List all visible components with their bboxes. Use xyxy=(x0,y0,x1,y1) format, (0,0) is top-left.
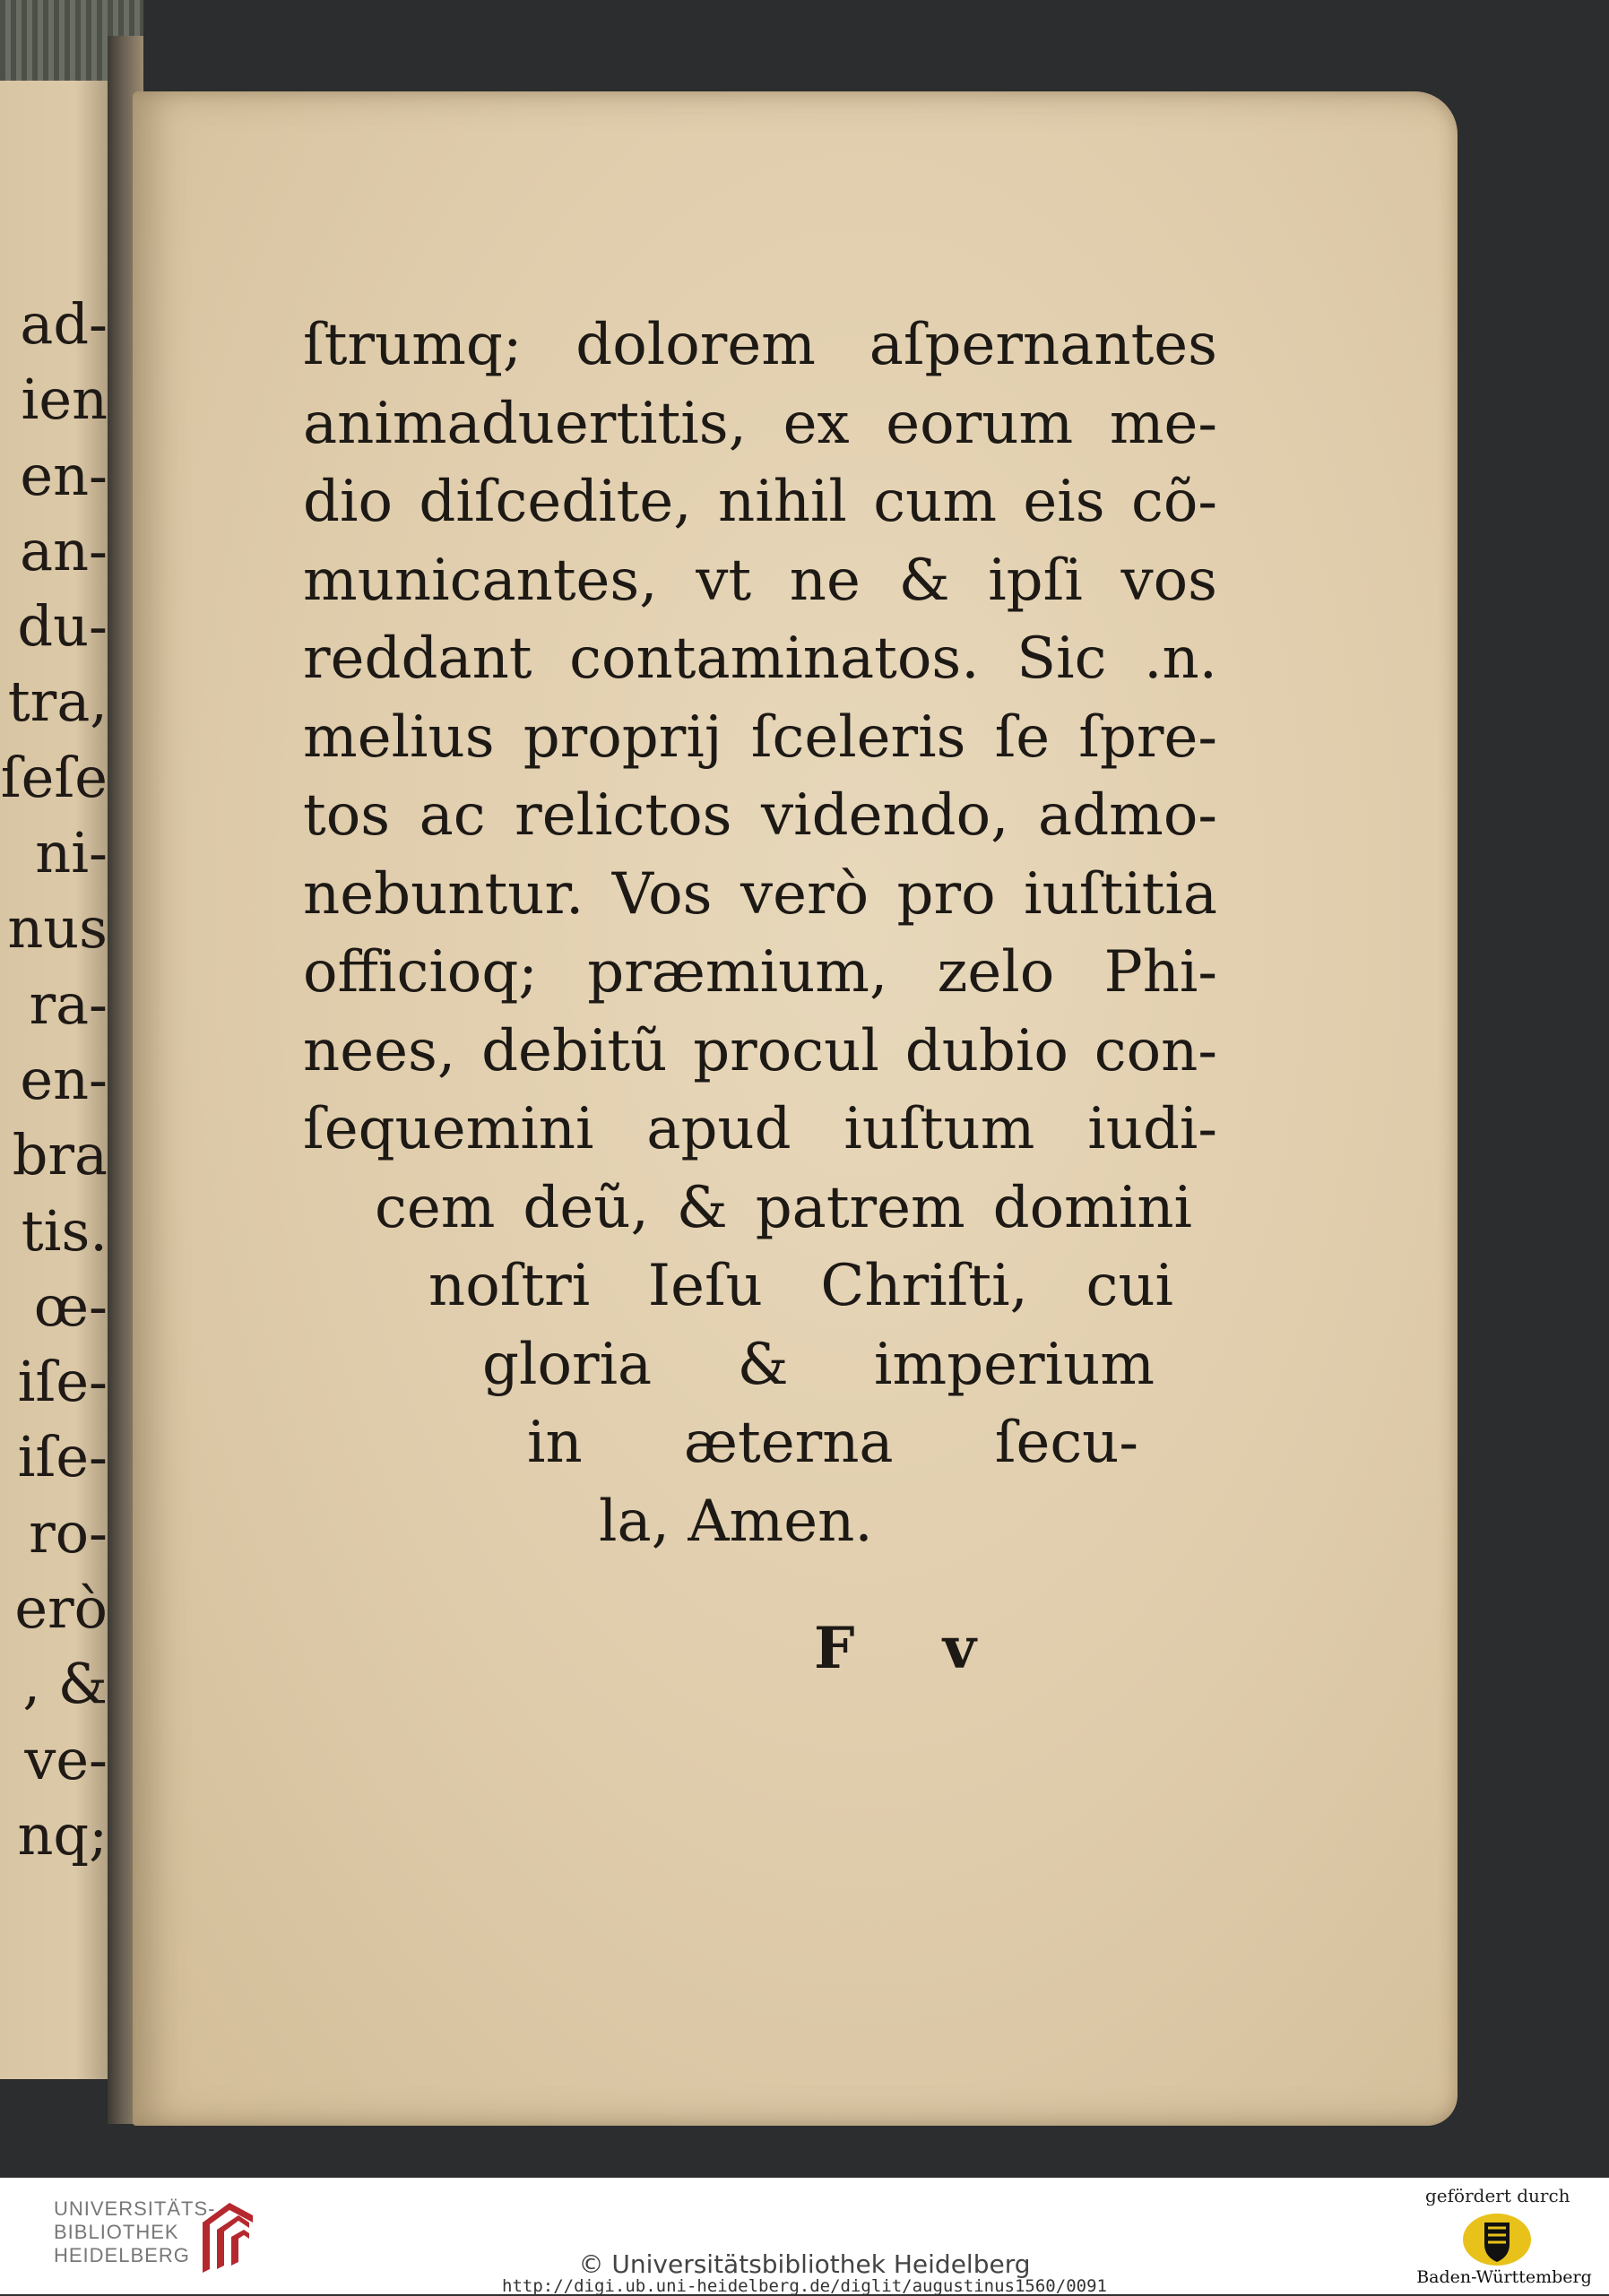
text-line: municantes, vt ne & ipſi vos xyxy=(303,547,1217,614)
left-page xyxy=(0,81,125,2079)
text-line: animaduertitis, ex eorum me- xyxy=(303,390,1217,457)
library-name-line: UNIVERSITÄTS- xyxy=(54,2197,216,2220)
left-page-fragment: erò xyxy=(14,1575,108,1642)
permalink-url[interactable]: http://digi.ub.uni-heidelberg.de/diglit/augustinus1560/0091 xyxy=(502,2276,1107,2296)
text-line: nebuntur. Vos verò pro iuſtitia xyxy=(303,860,1217,928)
text-line: ſtrumq; dolorem aſpernantes xyxy=(303,312,1217,378)
left-page-fragment: ſeſe xyxy=(0,744,108,810)
footer-bar xyxy=(0,2178,1609,2294)
left-page-fragment: tra, xyxy=(7,669,108,735)
text-line: melius proprij ſceleris ſe ſpre- xyxy=(303,703,1217,771)
left-page-fragment: ni- xyxy=(35,820,108,886)
text-line: la, Amen. xyxy=(599,1488,873,1555)
left-page-fragment: en- xyxy=(20,442,108,508)
funded-by-text: gefördert durch xyxy=(1425,2185,1570,2206)
left-page-fragment: ad- xyxy=(20,291,108,357)
left-page-text xyxy=(0,287,108,1873)
text-line: cem deũ, & patrem domini xyxy=(375,1174,1192,1241)
text-line: tos ac relictos videndo, admo- xyxy=(303,782,1217,849)
text-line: reddant contaminatos. Sic .n. xyxy=(303,626,1217,692)
text-line: in æterna ſecu- xyxy=(527,1410,1138,1476)
left-page-fragment: , & xyxy=(22,1651,108,1717)
left-page-fragment: bra xyxy=(12,1122,108,1188)
main-text-block xyxy=(303,306,1217,1561)
left-page-fragment: ien xyxy=(21,367,108,433)
right-page xyxy=(133,91,1458,2126)
text-line: noſtri Ieſu Chriſti, cui xyxy=(428,1253,1173,1319)
left-page-fragment: an- xyxy=(20,517,108,583)
state-crest-icon[interactable] xyxy=(1461,2212,1533,2267)
library-name-line: HEIDELBERG xyxy=(54,2244,190,2266)
left-page-fragment: ro- xyxy=(29,1499,108,1566)
left-page-fragment: œ- xyxy=(33,1273,108,1339)
left-page-fragment: ve- xyxy=(24,1726,108,1792)
text-line: officioq; præmium, zelo Phi- xyxy=(303,939,1217,1006)
left-page-fragment: ra- xyxy=(29,971,108,1037)
state-name-text: Baden-Württemberg xyxy=(1416,2267,1592,2287)
left-page-fragment: tis. xyxy=(21,1197,108,1264)
text-line: dio diſcedite, nihil cum eis cõ- xyxy=(303,469,1217,535)
library-name-line: BIBLIOTHEK xyxy=(54,2221,179,2243)
left-page-fragment: iſe- xyxy=(17,1424,108,1490)
text-line: nees, debitũ procul dubio con- xyxy=(303,1017,1217,1084)
copyright-text: © Universitätsbibliothek Heidelberg xyxy=(578,2249,1031,2279)
left-page-fragment: nq; xyxy=(17,1801,108,1868)
text-line: gloria & imperium xyxy=(482,1331,1155,1398)
left-page-fragment: nus xyxy=(7,895,108,962)
left-page-fragment: du- xyxy=(17,593,108,660)
left-page-fragment: iſe- xyxy=(17,1349,108,1415)
left-page-fragment: en- xyxy=(20,1046,108,1112)
text-line: ſequemini apud iuſtum iudi- xyxy=(303,1096,1217,1162)
signature-mark: F v xyxy=(814,1615,1010,1682)
